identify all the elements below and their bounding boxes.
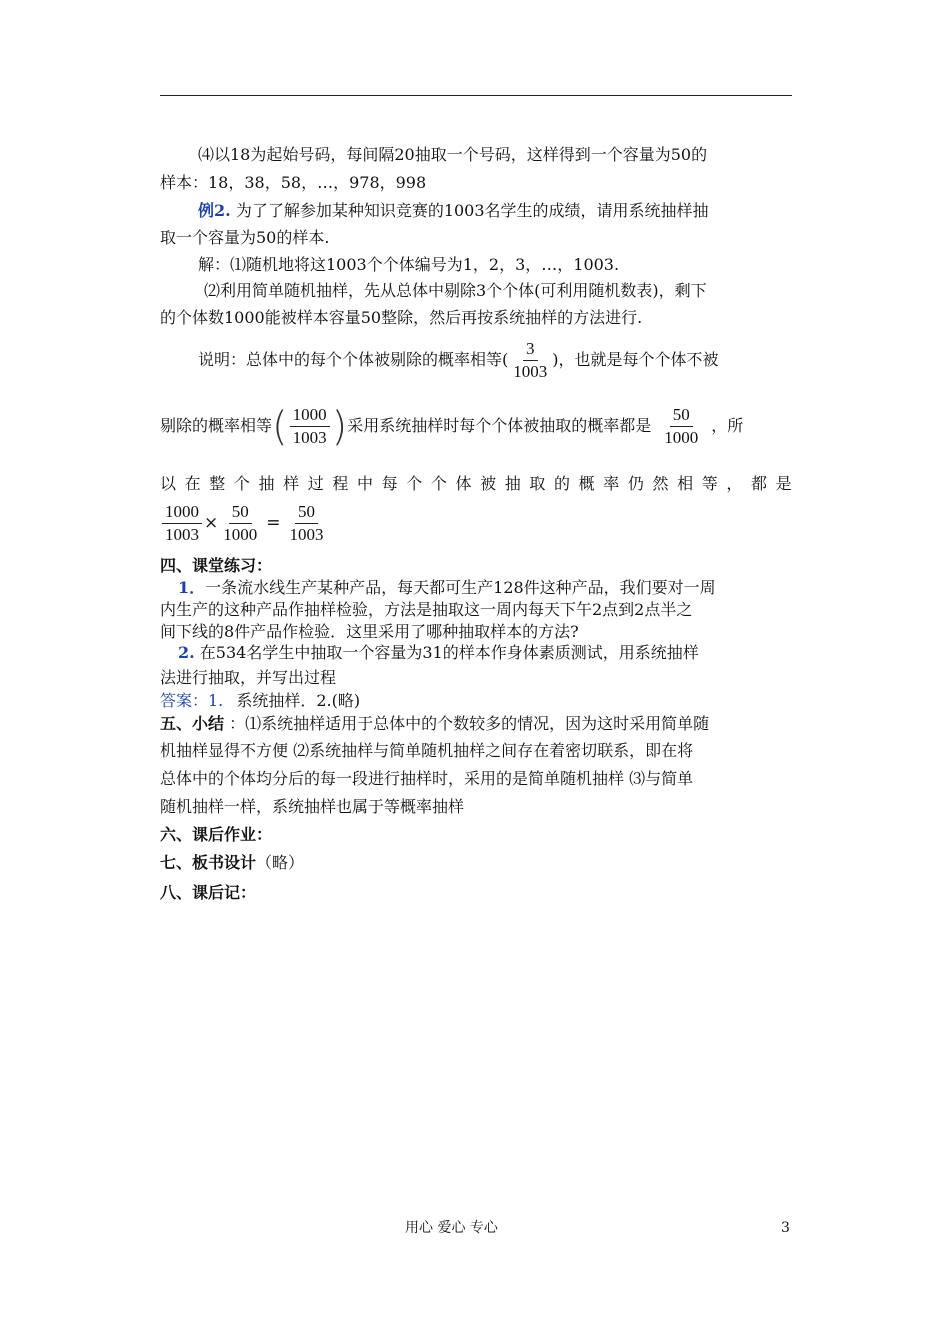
- note-line: 剔除的概率相等( $\frac{1000}{1003}$ )采用系统抽样时每个个体被抽取的概率都是 $\frac{50}{1000}$ ，所: [160, 403, 744, 450]
- paragraph-line: 取一个容量为50的样本.: [160, 228, 330, 247]
- section-title-6: 六、课后作业：: [160, 825, 273, 844]
- example-2-line: 例2. 为了了解参加某种知识竞赛的1003名学生的成绩，请用系统抽样抽: [198, 201, 709, 220]
- justified-char: 都: [751, 474, 768, 493]
- note-line-justified: [160, 473, 792, 495]
- justified-char: 相: [677, 474, 694, 493]
- justified-char: 率: [603, 474, 620, 493]
- section-title-4: 四、课堂练习：: [160, 556, 273, 575]
- solution-line: 的个体数1000能被样本容量50整除，然后再按系统抽样的方法进行.: [160, 308, 643, 327]
- justified-char: 个: [233, 474, 250, 493]
- fraction: $\frac{3}{1003}$: [513, 339, 548, 381]
- summary-line: 随机抽样一样，系统抽样也属于等概率抽样: [160, 797, 465, 816]
- footer-text: 用心 爱心 专心: [405, 1220, 498, 1236]
- justified-char: 个: [430, 474, 447, 493]
- page-number: 3: [781, 1220, 790, 1236]
- justified-char: 被: [480, 474, 497, 493]
- section-7-line: 七、板书设计（略）: [160, 853, 305, 872]
- question-line: 间下线的8件产品作检验．这里采用了哪种抽取样本的方法?: [160, 622, 579, 641]
- solution-line: ⑵利用简单随机抽样，先从总体中剔除3个个体(可利用随机数表)，剩下: [204, 281, 707, 300]
- justified-char: 抽: [504, 474, 521, 493]
- question-line: 内生产的这种产品作抽样检验，方法是抽取这一周内每天下午2点到2点半之: [160, 600, 693, 619]
- note-line: 说明：总体中的每个个体被剔除的概率相等( $\frac{3}{1003}$ )，也就是每个个体不被: [198, 339, 719, 381]
- justified-char: 整: [209, 474, 226, 493]
- justified-char: 体: [455, 474, 472, 493]
- right-paren-icon: ): [331, 403, 348, 450]
- justified-char: ，: [726, 474, 743, 493]
- paragraph-line: 样本：18，38，58，…，978，998: [160, 173, 427, 192]
- paragraph-line: ⑷以18为起始号码，每间隔20抽取一个号码，这样得到一个容量为50的: [198, 145, 708, 164]
- answer-label: 答案：1.: [160, 691, 224, 710]
- justified-char: 等: [701, 474, 718, 493]
- justified-char: 取: [529, 474, 546, 493]
- justified-char: 仍: [627, 474, 644, 493]
- fraction: $\frac{50}{1003}$: [289, 502, 324, 544]
- justified-char: 然: [652, 474, 669, 493]
- section-title-7: 七、板书设计: [160, 853, 257, 872]
- question-1-line: 1．一条流水线生产某种产品，每天都可生产128件这种产品，我们要对一周: [178, 578, 716, 597]
- times-sign: ×: [204, 513, 219, 533]
- justified-char: 以: [160, 474, 177, 493]
- summary-line: 总体中的个体均分后的每一段进行抽样时，采用的是简单随机抽样 ⑶与简单: [160, 769, 694, 788]
- summary-line: 五、小结 ：⑴系统抽样适用于总体中的个数较多的情况，因为这时采用简单随: [160, 714, 710, 733]
- justified-char: 抽: [258, 474, 275, 493]
- justified-char: 概: [578, 474, 595, 493]
- summary-line: 机抽样显得不方便 ⑵系统抽样与简单随机抽样之间存在着密切联系，即在将: [160, 741, 694, 760]
- fraction: $\frac{1000}{1003}$: [290, 404, 330, 449]
- section-title-8: 八、课后记：: [160, 883, 257, 902]
- justified-char: 每: [381, 474, 398, 493]
- example-label: 例2.: [198, 201, 231, 220]
- justified-char: 个: [406, 474, 423, 493]
- equals-sign: =: [266, 513, 281, 533]
- solution-line: 解：⑴随机地将这1003个个体编号为1，2，3，…，1003.: [198, 255, 620, 274]
- justified-char: 样: [283, 474, 300, 493]
- fraction: $\frac{1000}{1003}$: [162, 501, 202, 546]
- section-title-5: 五、小结: [160, 714, 225, 733]
- question-line: 法进行抽取，并写出过程: [160, 668, 337, 687]
- justified-char: 在: [184, 474, 201, 493]
- header-rule: [160, 95, 792, 96]
- justified-char: 程: [332, 474, 349, 493]
- justified-char: 是: [775, 474, 792, 493]
- fraction: $\frac{50}{1000}$: [223, 502, 258, 544]
- answer-line: 答案：1. 系统抽样．2.(略): [160, 691, 361, 710]
- justified-char: 过: [307, 474, 324, 493]
- question-number: 1．: [178, 578, 206, 597]
- justified-char: 中: [357, 474, 374, 493]
- left-paren-icon: (: [272, 403, 288, 450]
- fraction: $\frac{50}{1000}$: [664, 405, 699, 447]
- equation: [160, 499, 792, 547]
- question-number: 2.: [178, 643, 195, 662]
- justified-char: 的: [554, 474, 571, 493]
- question-2-line: 2. 在534名学生中抽取一个容量为31的样本作身体素质测试，用系统抽样: [178, 643, 699, 662]
